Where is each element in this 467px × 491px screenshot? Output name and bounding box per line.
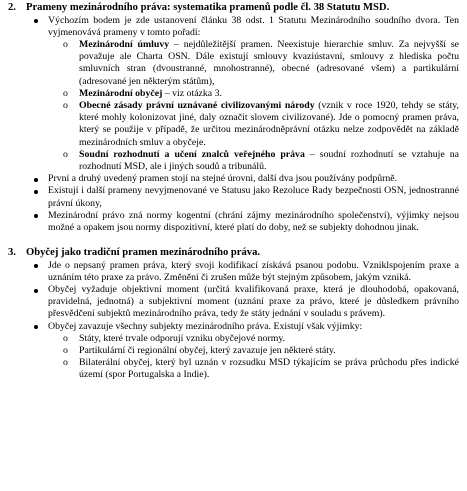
section-heading [8, 247, 459, 260]
sub-item: o Soudní rozhodnutí a učení znalců veřejného práva – soudní rozhodnutí se vztahuje na rozhodnutí MSD, ale i jiných soudů a tribunálů. [62, 149, 459, 173]
sub-item: o Mezinárodní obyčej – viz otázka 3. [62, 88, 459, 100]
sub-item: o Státy, které trvale odporují vzniku obyčejové normy. [62, 333, 459, 345]
section-title: Prameny mezinárodního práva: systematika pramenů podle čl. 38 Statutu MSD. [26, 2, 390, 13]
bullet-item: Existují i další prameny nevyjmenované ve Statusu jako Rezoluce Rady bezpečnosti OSN, jednostranné právní úkony, [32, 185, 459, 209]
sub-list [48, 333, 459, 382]
section-heading [8, 2, 459, 15]
bullet-item: Výchozím bodem je zde ustanovení článku 38 odst. 1 Statutu Mezinárodního soudního dvora. Ten vyjmenovává prameny v tomto pořadí: o Mezinárodní úmluvy – nejdůležitější pramen. Neexistuje hierarchie smluv. Za nejvyšší se považuje ale Charta OSN. Dále existují smlouvy kvaziústavní, smlouvy z hlediska počtu smluvních stran (dvoustranné, mnohostranné), obecné (adresované všem) a partikulární (adresované jen některým státům), o Mezinárodní obyčej – viz otázka 3. o Obecné zásady právní uznávané civilizovanými národy (vznik v roce 1920, tehdy se státy, které mohly kolonizovat jiné, daly označit slovem civilizované). Jde o pomocný pramen práva, který se použije v případě, že určitou mezinárodněprávní otázku nelze zodpovědět na základě mezinárodních smluv a obyčeje. o Soudní rozhodnutí a učení znalců veřejného práva – soudní rozhodnutí se vztahuje na rozhodnutí MSD, ale i jiných soudů a tribunálů. [32, 15, 459, 174]
bullet-item: Jde o nepsaný pramen práva, který svoji kodifikací získává psanou podobu. Vzniklspojením praxe a uznáním této praxe za právo. Změnění či zrušen může být stejným způsobem, jakým vzniká. [32, 260, 459, 284]
section-title: Obyčej jako tradiční pramen mezinárodního práva. [26, 247, 261, 259]
bullet-item: Obyčej vyžaduje objektivní moment (určitá kvalifikovaná praxe, která je dlouhodobá, opakovaná, pravidelná, jednotná) a subjektivní moment (uznání praxe za právo, které je důsledkem právního přesvědčení subjektů mezinárodního práva, tedy že státy jednání v souladu s právem). [32, 284, 459, 321]
bullet-item: První a druhý uvedený pramen stojí na stejné úrovni, další dva jsou používány podpůrně. [32, 173, 459, 185]
sub-list [48, 39, 459, 173]
section-3 [8, 247, 459, 382]
bullet-item: Obyčej zavazuje všechny subjekty mezinárodního práva. Existují však výjimky: o Státy, které trvale odporují vzniku obyčejové normy. o Partikulární či regionální obyčej, který zavazuje jen některé státy. o Bilaterální obyčej, který byl uznán v rozsudku MSD týkajícím se práva průchodu přes indické území (spor Portugalska a Indie). [32, 321, 459, 382]
bullet-item: Mezinárodní právo zná normy kogentní (chrání zájmy mezinárodního společenství), výjimky nejsou možné a opakem jsou normy dispozitivní, které platí do doby, než se subjekty dohodnou jinak. [32, 210, 459, 234]
bullet-list [8, 15, 459, 235]
sub-item: o Partikulární či regionální obyčej, který zavazuje jen některé státy. [62, 345, 459, 357]
section-spacer [8, 234, 459, 247]
sub-item: o Bilaterální obyčej, který byl uznán v rozsudku MSD týkajícím se práva průchodu přes indické území (spor Portugalska a Indie). [62, 357, 459, 381]
sub-item: o Mezinárodní úmluvy – nejdůležitější pramen. Neexistuje hierarchie smluv. Za nejvyšší se považuje ale Charta OSN. Dále existují smlouvy kvaziústavní, smlouvy z hlediska počtu smluvních stran (dvoustranné, mnohostranné), obecné (adresované všem) a partikulární (adresované jen některým státům), [62, 39, 459, 88]
section-2 [8, 2, 459, 234]
sub-item: o Obecné zásady právní uznávané civilizovanými národy (vznik v roce 1920, tehdy se státy, které mohly kolonizovat jiné, daly označit slovem civilizované). Jde o pomocný pramen práva, který se použije v případě, že určitou mezinárodněprávní otázku nelze zodpovědět na základě mezinárodních smluv a obyčeje. [62, 100, 459, 149]
section-number: 2. [8, 2, 16, 13]
section-number: 3. [8, 247, 16, 259]
bullet-list [8, 260, 459, 382]
